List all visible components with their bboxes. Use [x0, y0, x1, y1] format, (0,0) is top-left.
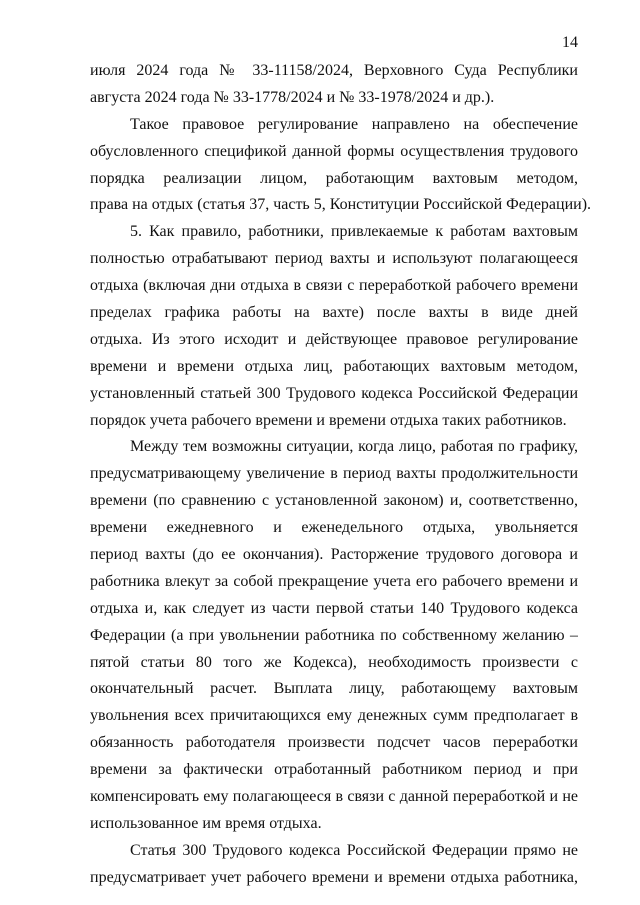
- text-line: порядка реализации лицом, работающим вахтовым методом,: [90, 169, 578, 187]
- text-line: Статья 300 Трудового кодекса Российской Федерации прямо не: [130, 841, 578, 859]
- paragraph: [90, 434, 578, 837]
- text-line: времени и времени отдыха лиц, работающих вахтовым методом,: [90, 357, 578, 375]
- document-body: [90, 58, 592, 892]
- text-line: 5. Как правило, работники, привлекаемые к работам вахтовым: [130, 223, 578, 241]
- page-number: 14: [562, 34, 578, 51]
- text-line: предусматривает учет рабочего времени и времени отдыха работника,: [90, 868, 578, 886]
- text-line: увольнения всех причитающихся ему денежных сумм предполагает в: [90, 707, 578, 725]
- text-line: обязанность работодателя произвести подсчет часов переработки: [90, 734, 578, 752]
- text-line: отдыха. Из этого исходит и действующее правовое регулирование: [90, 330, 578, 348]
- paragraph: [90, 838, 578, 892]
- text-line: использованное им время отдыха.: [90, 814, 322, 832]
- text-line: предусматривающему увеличение в период вахты продолжительности: [90, 465, 578, 483]
- text-line: установленный статьей 300 Трудового кодекса Российской Федерации: [90, 384, 578, 402]
- text-line: окончательный расчет. Выплата лицу, работающему вахтовым: [90, 680, 578, 698]
- text-line: порядок учета рабочего времени и времени отдыха таких работников.: [90, 411, 567, 429]
- text-line: времени ежедневного и еженедельного отдыха, увольняется: [90, 519, 578, 537]
- text-line: компенсировать ему полагающееся в связи с данной переработкой и не: [90, 788, 578, 806]
- text-line: обусловленного спецификой данной формы осуществления трудового: [90, 142, 578, 160]
- paragraph: [90, 112, 592, 220]
- text-line: пятой статьи 80 того же Кодекса), необходимость произвести с: [90, 653, 578, 671]
- text-line: пределах графика работы на вахте) после вахты в виде дней: [90, 304, 578, 322]
- text-line: времени (по сравнению с установленной законом) и, соответственно,: [90, 492, 578, 510]
- text-line: августа 2024 года № 33-1778/2024 и № 33-1978/2024 и др.).: [90, 88, 495, 106]
- text-line: отдыха (включая дни отдыха в связи с переработкой рабочего времени: [90, 277, 578, 295]
- text-line: времени за фактически отработанный работником период и при: [90, 761, 578, 779]
- text-line: полностью отрабатывают период вахты и используют полагающееся: [90, 250, 578, 268]
- text-line: Федерации (а при увольнении работника по собственному желанию –: [90, 626, 578, 644]
- paragraph: [90, 58, 578, 112]
- text-line: права на отдых (статья 37, часть 5, Конституции Российской Федерации).: [90, 196, 592, 214]
- text-line: июля 2024 года № 33-11158/2024, Верховного Суда Республики: [90, 62, 578, 79]
- text-line: период вахты (до ее окончания). Расторжение трудового договора и: [90, 546, 578, 564]
- text-line: работника влекут за собой прекращение учета его рабочего времени и: [90, 572, 578, 590]
- text-line: Между тем возможны ситуации, когда лицо, работая по графику,: [130, 438, 578, 456]
- text-line: Такое правовое регулирование направлено на обеспечение: [130, 115, 578, 133]
- paragraph: [90, 219, 578, 434]
- text-line: отдыха и, как следует из части первой статьи 140 Трудового кодекса: [90, 599, 578, 617]
